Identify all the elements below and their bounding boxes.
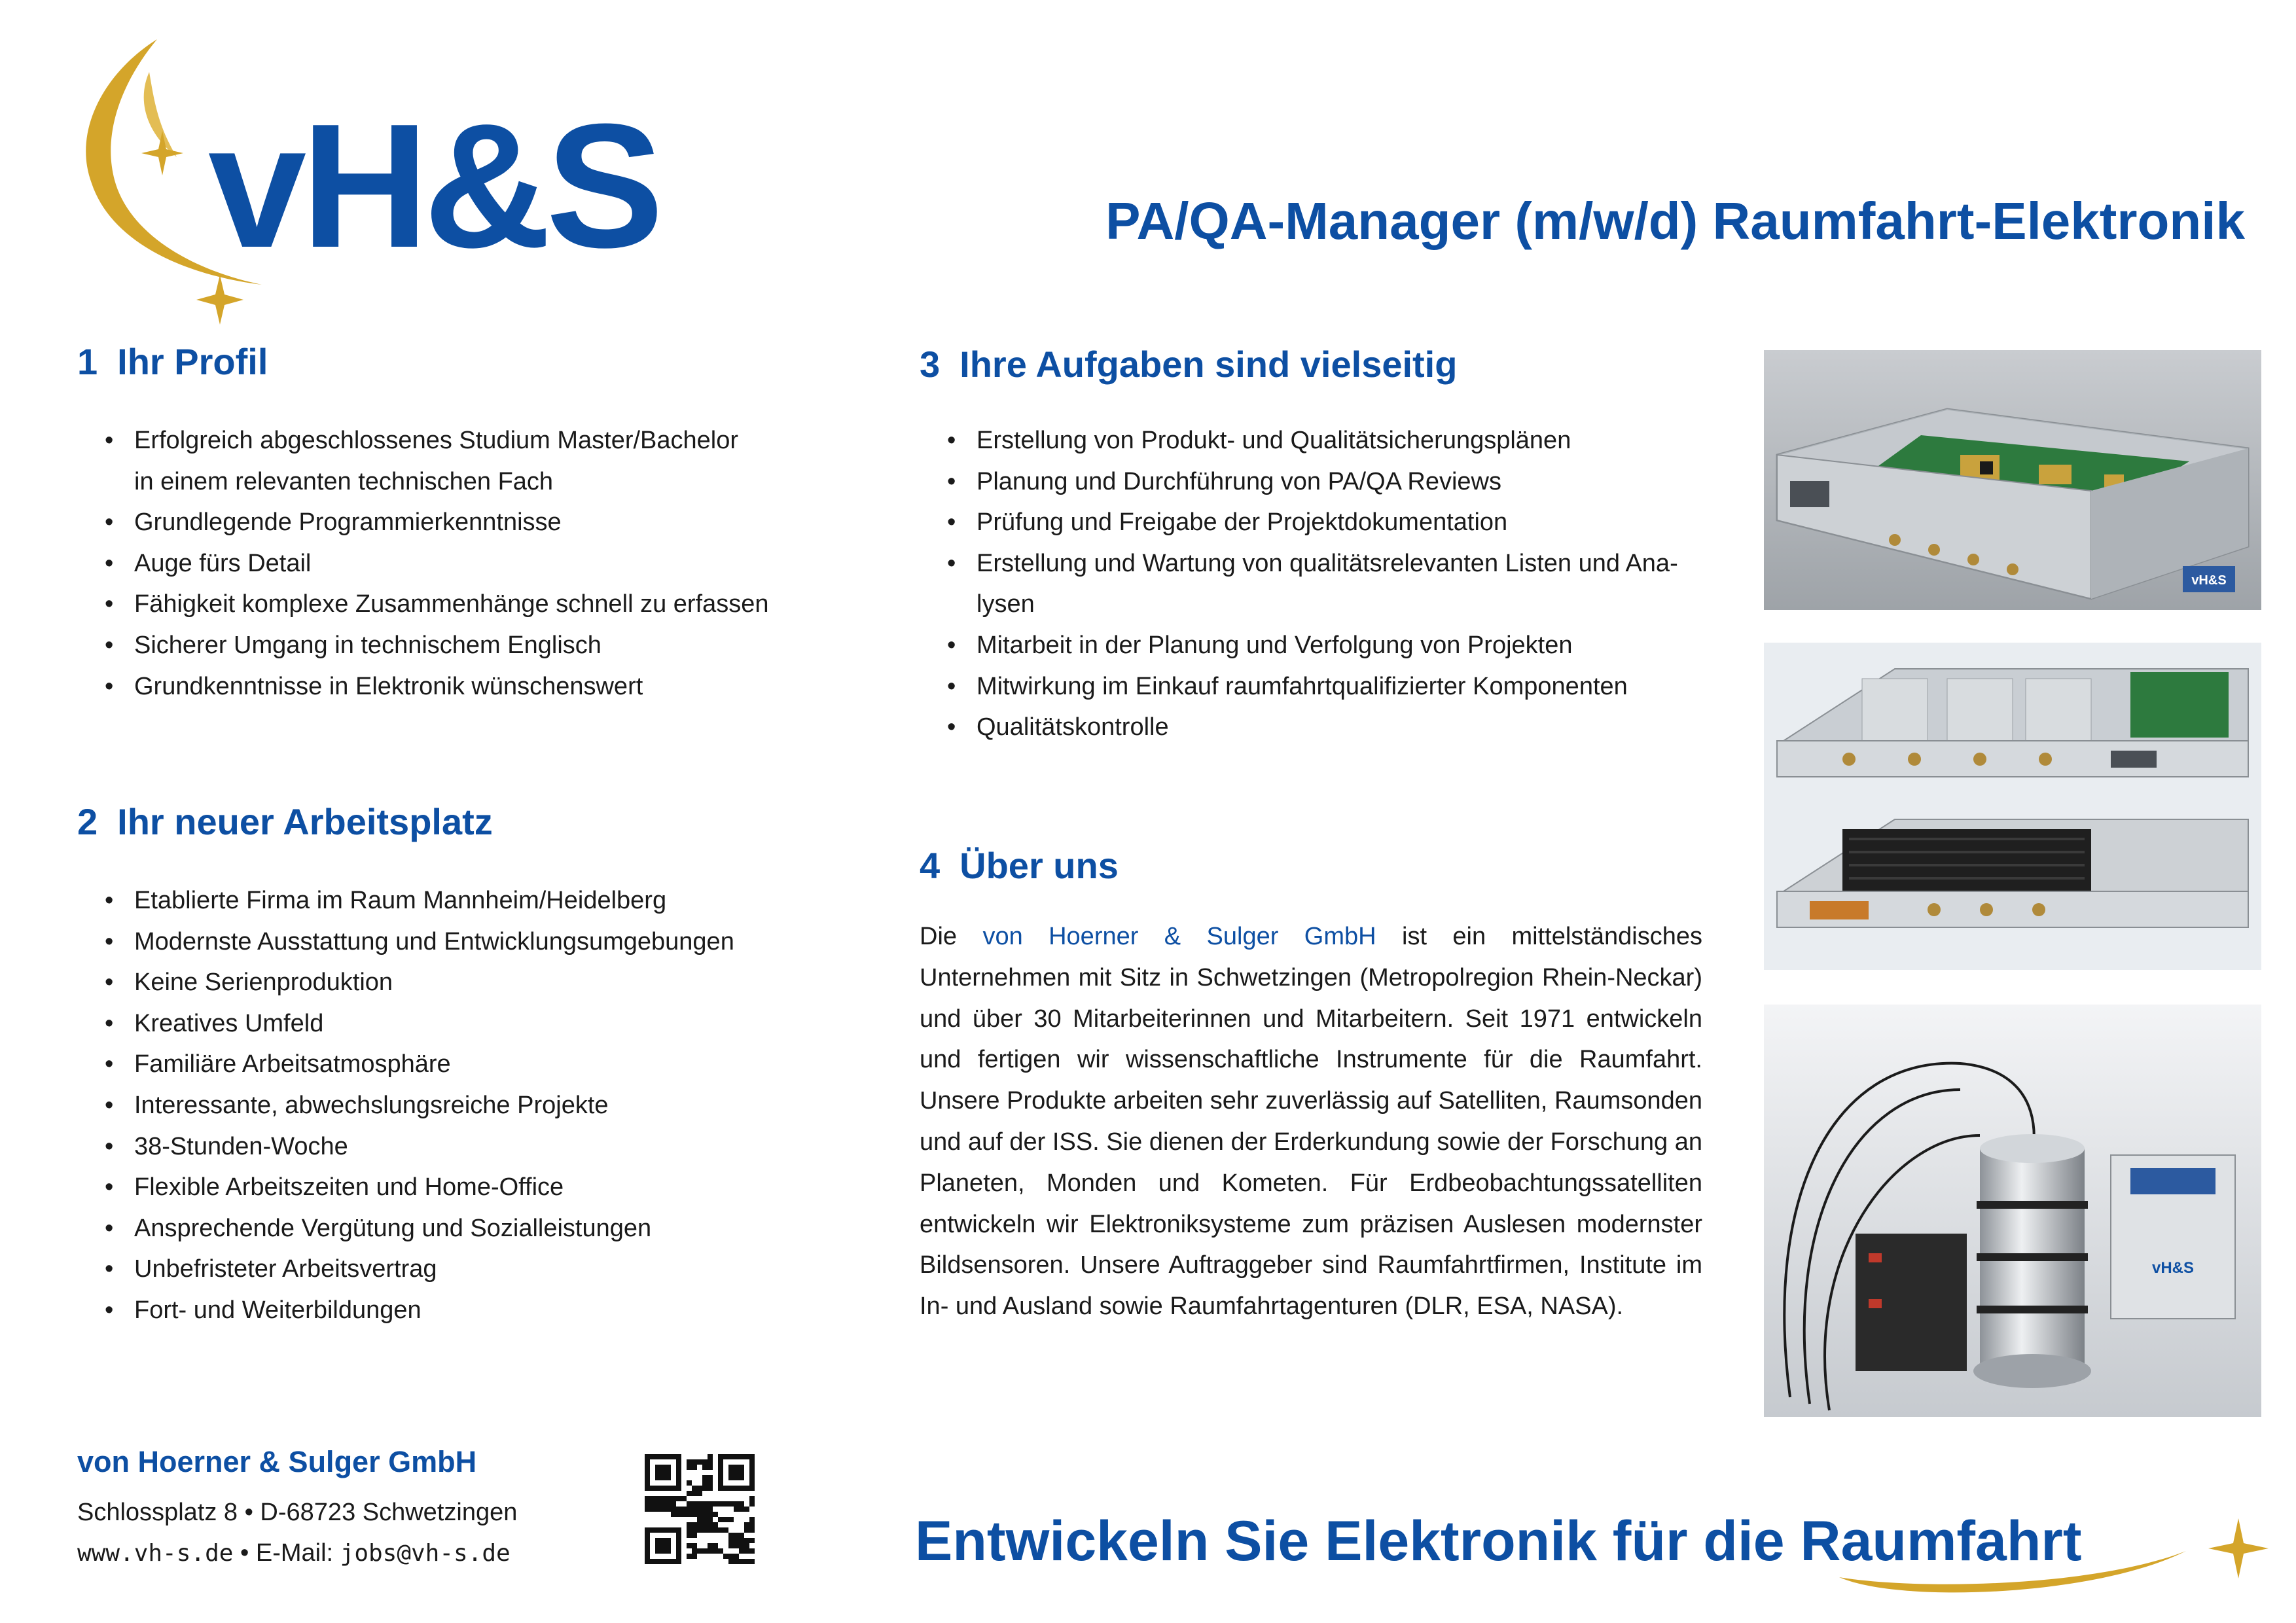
list-item: • 38-Stunden-Woche [105,1126,864,1168]
section-arbeitsplatz-heading [77,800,493,843]
list-item: • Erstellung von Produkt- und Qualitätsicherungsplänen [947,420,1706,461]
list-item: • Familiäre Arbeitsatmosphäre [105,1044,864,1085]
section-number: 4 [920,845,941,886]
list-item: • Fähigkeit komplexe Zusammenhänge schnell zu erfassen [105,584,864,625]
list-item: • Interessante, abwechslungsreiche Projekte [105,1085,864,1126]
photo-circuit-boards [1764,643,2261,970]
list-item-continuation: in einem relevanten technischen Fach [134,467,554,495]
list-item: • Prüfung und Freigabe der Projektdokumentation [947,502,1706,543]
section-title: Ihr Profil [117,341,268,382]
footer-company: von Hoerner & Sulger GmbH [77,1445,477,1478]
list-item: • Unbefristeter Arbeitsvertrag [105,1249,864,1290]
slogan-swoosh-icon [1820,1505,2278,1603]
list-item: • Sicherer Umgang in technischem Englisch [105,625,864,666]
list-item: • Grundkenntnisse in Elektronik wünschenswert [105,666,864,707]
section-about-heading [920,844,1119,887]
footer-address: Schlossplatz 8 • D-68723 Schwetzingen [77,1499,518,1526]
list-item: • Fort- und Weiterbildungen [105,1290,864,1331]
list-item: • Mitwirkung im Einkauf raumfahrtqualifizierter Komponenten [947,666,1706,707]
list-item: • Erstellung und Wartung von qualitätsrelevanten Listen und Ana- [947,543,1706,584]
electronics-box-illustration [1764,350,2261,610]
cube-label: vH&S [2151,1259,2195,1277]
section-aufgaben-heading [920,343,1457,385]
company-link[interactable]: von Hoerner & Sulger GmbH [982,923,1376,950]
qr-code-icon[interactable] [645,1454,755,1564]
email-link[interactable]: jobs@vh-s.de [340,1540,511,1567]
about-text: ist ein mittelständisches Unternehmen mit Sitz in Schwetzingen (Metropolregion Rhein-Neckar) und über 30 Mitarbeiterinnen und Mitarbeitern. Seit 1971 entwickeln und fertigen wir wissenschaftliche Instrumente für die Raumfahrt. Unsere Produkte arbeiten sehr zuverlässig auf Satelliten, Raumsonden und auf der ISS. Sie dienen der Erderkundung sowie der Forschung an Planeten, Monden und Kometen. Für Erdbeobachtungssatelliten entwickeln wir Elektroniksysteme zum präzisen Auslesen modernster Bildsensoren. Unsere Auftraggeber sind Raumfahrtfirmen, Institute im In- und Ausland sowie Raumfahrtagenturen (DLR, ESA, NASA). [920,923,1702,1321]
photo-instrument-assembly [1764,1005,2261,1417]
list-item: • Modernste Ausstattung und Entwicklungsumgebungen [105,921,864,963]
website-link[interactable]: www.vh-s.de [77,1540,234,1567]
profil-list [105,420,864,707]
list-item: • Erfolgreich abgeschlossenes Studium Master/Bachelor [105,420,864,461]
section-number: 2 [77,801,98,842]
arbeitsplatz-list [105,880,864,1331]
section-number: 1 [77,341,98,382]
photo-electronics-box [1764,350,2261,610]
slogan: Entwickeln Sie Elektronik für die Raumfahrt [915,1510,2082,1573]
footer-contact [77,1539,511,1567]
about-intro: Die [920,923,958,950]
list-item: • Mitarbeit in der Planung und Verfolgung von Projekten [947,625,1706,666]
list-item: • Qualitätskontrolle [947,707,1706,748]
list-item-continuation: lysen [977,590,1035,618]
list-item: • Kreatives Umfeld [105,1003,864,1044]
section-title: Ihr neuer Arbeitsplatz [117,801,493,842]
list-item: • Keine Serienproduktion [105,962,864,1003]
circuit-boards-illustration [1764,643,2261,970]
aufgaben-list [947,420,1706,748]
section-profil-heading [77,340,268,383]
instrument-assembly-illustration [1764,1005,2261,1417]
about-paragraph [920,916,1702,1327]
list-item: • Auge fürs Detail [105,543,864,584]
list-item: • Planung und Durchführung von PA/QA Reviews [947,461,1706,503]
section-number: 3 [920,344,941,385]
page-title: PA/QA-Manager (m/w/d) Raumfahrt-Elektronik [1105,192,2245,250]
section-title: Ihre Aufgaben sind vielseitig [960,344,1458,385]
list-item: • Etablierte Firma im Raum Mannheim/Heidelberg [105,880,864,921]
logo-wordmark: vH&S [208,88,659,285]
section-title: Über uns [960,845,1119,886]
separator: • [233,1539,256,1567]
list-item: • Ansprechende Vergütung und Sozialleistungen [105,1208,864,1249]
email-label: E-Mail: [255,1539,340,1567]
list-item: • Grundlegende Programmierkenntnisse [105,502,864,543]
box-label: vH&S [2191,573,2227,588]
list-item: • Flexible Arbeitszeiten und Home-Office [105,1167,864,1208]
